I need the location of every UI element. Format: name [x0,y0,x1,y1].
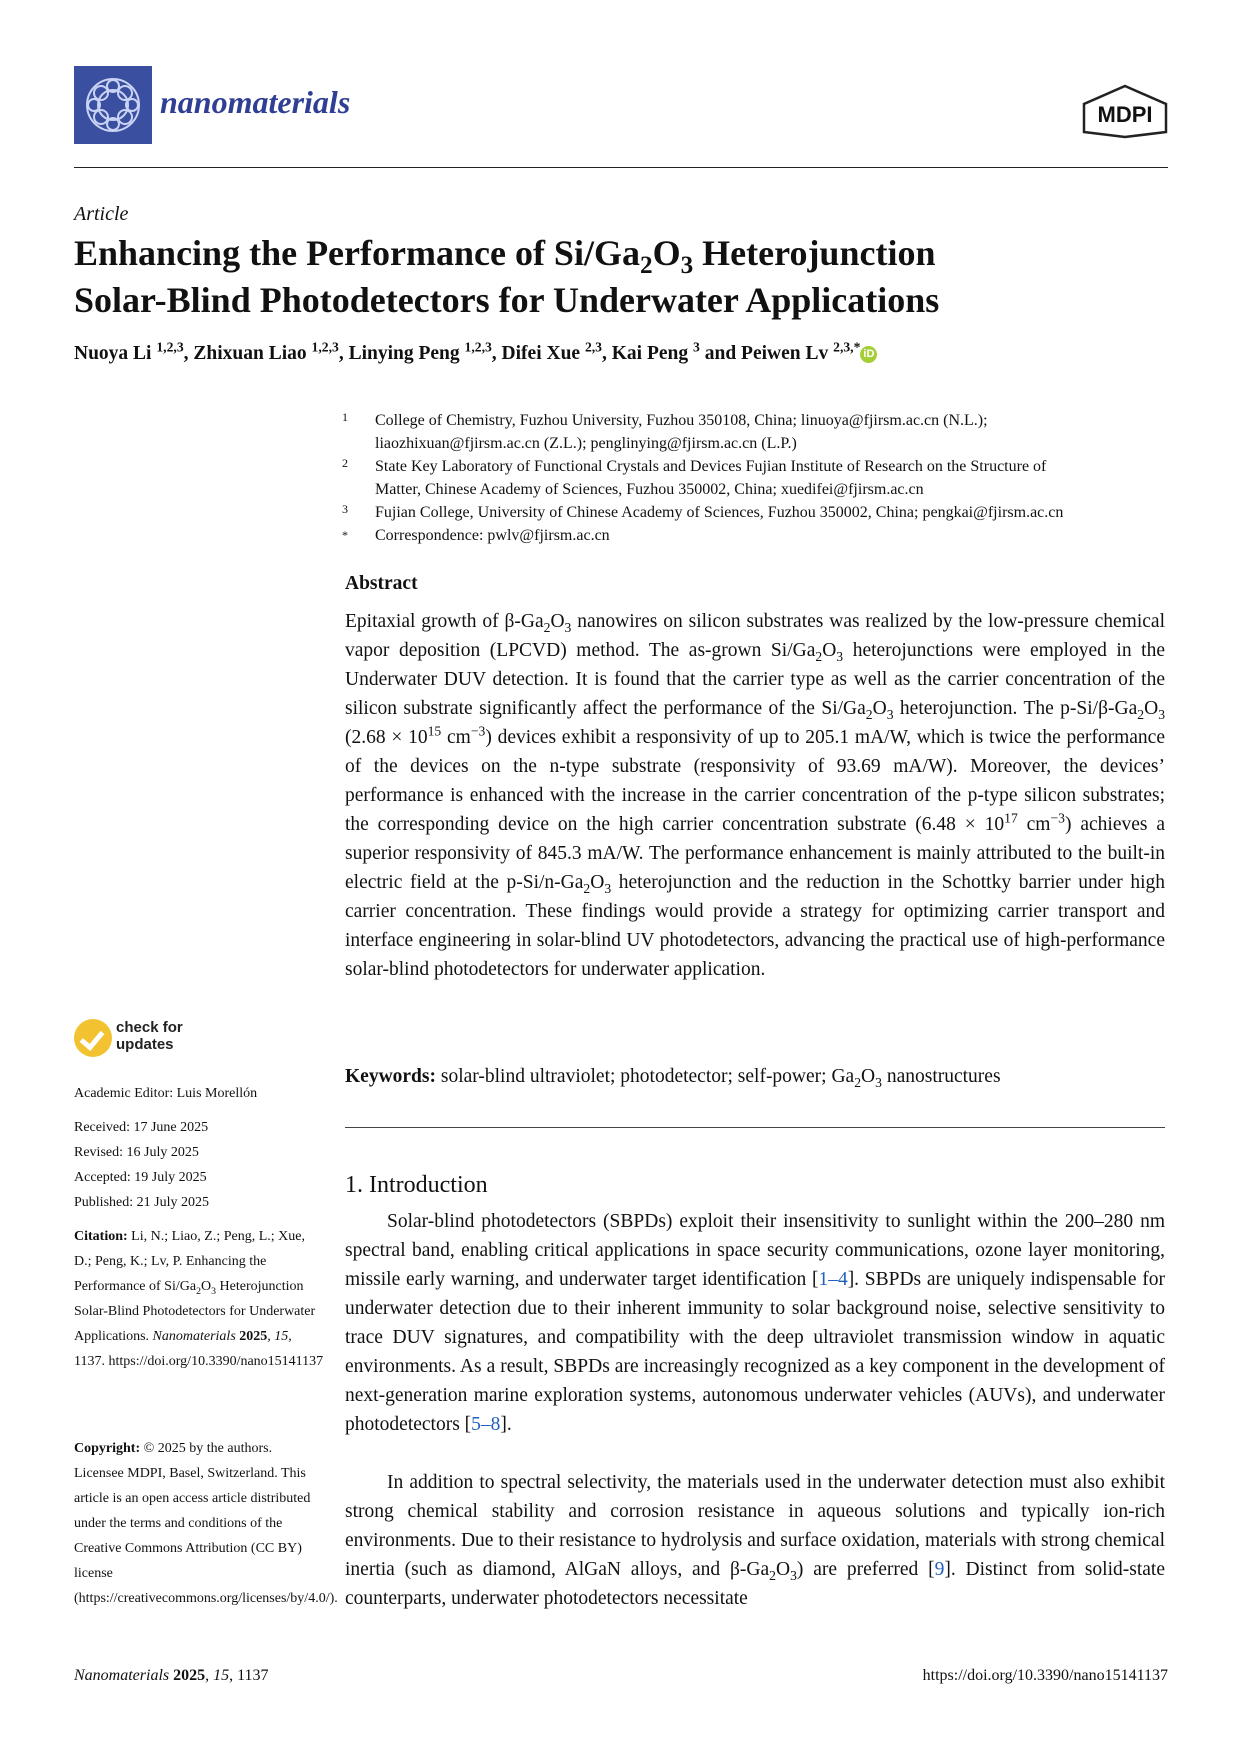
keywords-rule [345,1127,1165,1128]
introduction-heading: 1. Introduction [345,1172,488,1198]
revised-date: Revised: 16 July 2025 [74,1145,199,1160]
copyright-block: Copyright: © 2025 by the authors. Licensee MDPI, Basel, Switzerland. This article is an open access article distributed under the terms and conditions of the Creative Commons Attribution (CC BY) license (https://creativecommons.org/licenses/by/4.0/). [74,1441,338,1606]
author-name[interactable]: Difei Xue [501,343,581,364]
correspondence: * Correspondence: pwlv@fjirsm.ac.cn [342,527,610,544]
intro-paragraph-1: Solar-blind photodetectors (SBPDs) exploit their insensitivity to sunlight within the 200–280 nm spectral band, enabling critical applications in space security communications, ozone layer monitoring, missile early warning, and underwater target identification [1–4]. SBPDs are uniquely indispensable for underwater detection due to their inherent immunity to solar background noise, selective sensitivity to trace DUV signatures, and compatibility with the deep ultraviolet transmission window in aquatic environments. As a result, SBPDs are increasingly recognized as a key component in the development of next-generation marine exploration systems, autonomous underwater vehicles (AUVs), and underwater photodetectors [5–8]. [345,1211,1165,1435]
nanotube-logo-icon [74,66,152,144]
author-list: Nuoya Li $^{1,2,3}$, Zhixuan Liao $^{1,2,3}$, Linying Peng $^{1,2,3}$, Difei Xue $^{2,3}$, Kai Peng $^3$ and Peiwen Lv $^{2,3,*}$ iD [74,343,1168,365]
citation-link[interactable]: 5–8 [471,1414,501,1435]
citation-link[interactable]: 9 [934,1559,945,1580]
affiliation-1: 1 College of Chemistry, Fuzhou University, Fuzhou 350108, China; linuoya@fjirsm.ac.cn (N.L.); liaozhixuan@fjirsm.ac.cn (Z.L.); penglinying@fjirsm.ac.cn (L.P.) [342,410,988,452]
citation-link[interactable]: 1–4 [818,1269,848,1290]
mdpi-logo[interactable] [1080,84,1170,139]
author-name[interactable]: Nuoya Li [74,343,152,364]
orcid-icon[interactable]: iD [860,346,877,363]
journal-logo [74,66,152,144]
abstract-heading: Abstract [345,573,418,594]
author-name[interactable]: Linying Peng [348,343,460,364]
accepted-date: Accepted: 19 July 2025 [74,1170,207,1185]
article-title: Enhancing the Performance of $Si/Ga_2O_3$ Heterojunction Solar-Blind Photodetectors for Underwater Applications [74,233,940,320]
received-date: Received: 17 June 2025 [74,1120,209,1135]
journal-name[interactable]: nanomaterials [160,84,351,120]
footer-doi-link[interactable]: https://doi.org/10.3390/nano15141137 [922,1667,1168,1684]
footer-citation: Nanomaterials 2025, 15, 1137 [74,1667,269,1684]
header-rule [74,167,1168,168]
affiliation-3: 3 Fujian College, University of Chinese Academy of Sciences, Fuzhou 350002, China; pengkai@fjirsm.ac.cn [342,502,1064,521]
intro-paragraph-2: In addition to spectral selectivity, the materials used in the underwater detection must also exhibit strong chemical stability and corrosion resistance in aqueous solutions and typically ion-rich environments. Due to their resistance to hydrolysis and surface oxidation, materials with strong chemical inertia (such as diamond, AlGaN alloys, and $\beta-Ga_2O_3$) are preferred [9]. Distinct from solid-state counterparts, underwater photodetectors necessitate [345,1472,1165,1609]
keywords: Keywords: solar-blind ultraviolet; photodetector; self-power; $Ga_2O_3$ nanostructures [345,1066,1001,1090]
mdpi-label: MDPI [1097,102,1153,127]
affiliation-2: 2 State Key Laboratory of Functional Crystals and Devices Fujian Institute of Research on the Structure of Matter, Chinese Academy of Sciences, Fuzhou 350002, China; xuedifei@fjirsm.ac.cn [342,456,1047,498]
author-name[interactable]: Zhixuan Liao [193,343,307,364]
academic-editor: Academic Editor: Luis Morellón [74,1086,258,1101]
author-name[interactable]: Peiwen Lv [741,343,829,364]
published-date: Published: 21 July 2025 [74,1195,209,1210]
author-name[interactable]: Kai Peng [611,343,689,364]
article-type: Article [74,203,129,225]
check-for-updates-label[interactable]: check for updates [116,1019,183,1053]
citation-block: Citation: Li, N.; Liao, Z.; Peng, L.; Xue, D.; Peng, K.; Lv, P. Enhancing the Performance of $Si/Ga_2O_3$ Heterojunction Solar-Blind Photodetectors for Underwater Applications. Nanomaterials 2025, 15, 1137. https://doi.org/10.3390/nano15141137 [74,1229,324,1369]
mdpi-logo-icon [1080,84,1170,139]
abstract-text: Epitaxial growth of $\beta-Ga_2O_3$ nanowires on silicon substrates was realized by the low-pressure chemical vapor deposition (LPCVD) method. The as-grown $Si/Ga_2O_3$ heterojunctions were employed in the Underwater DUV detection. It is found that the carrier type as well as the carrier concentration of the silicon substrate significantly affect the performance of the $Si/Ga_2O_3$ heterojunction. The $p-Si/\beta-Ga_2O_3$ ($2.68 \times 10^{15}$ $cm^{-3}$) devices exhibit a responsivity of up to 205.1 mA/W, which is twice the performance of the devices on the n-type substrate (responsivity of 93.69 mA/W). Moreover, the devices’ performance is enhanced with the increase in the carrier concentration of the p-type silicon substrates; the corresponding device on the high carrier concentration substrate ($6.48 \times 10^{17}$ $cm^{-3}$) achieves a superior responsivity of 845.3 mA/W. The performance enhancement is mainly attributed to the built-in electric field at the $p-Si/n-Ga_2O_3$ heterojunction and the reduction in the Schottky barrier under high carrier concentration. These findings would provide a strategy for optimizing carrier transport and interface engineering in solar-blind UV photodetectors, advancing the practical use of high-performance solar-blind photodetectors for underwater application. [345,611,1166,980]
check-for-updates-icon[interactable] [74,1019,112,1057]
